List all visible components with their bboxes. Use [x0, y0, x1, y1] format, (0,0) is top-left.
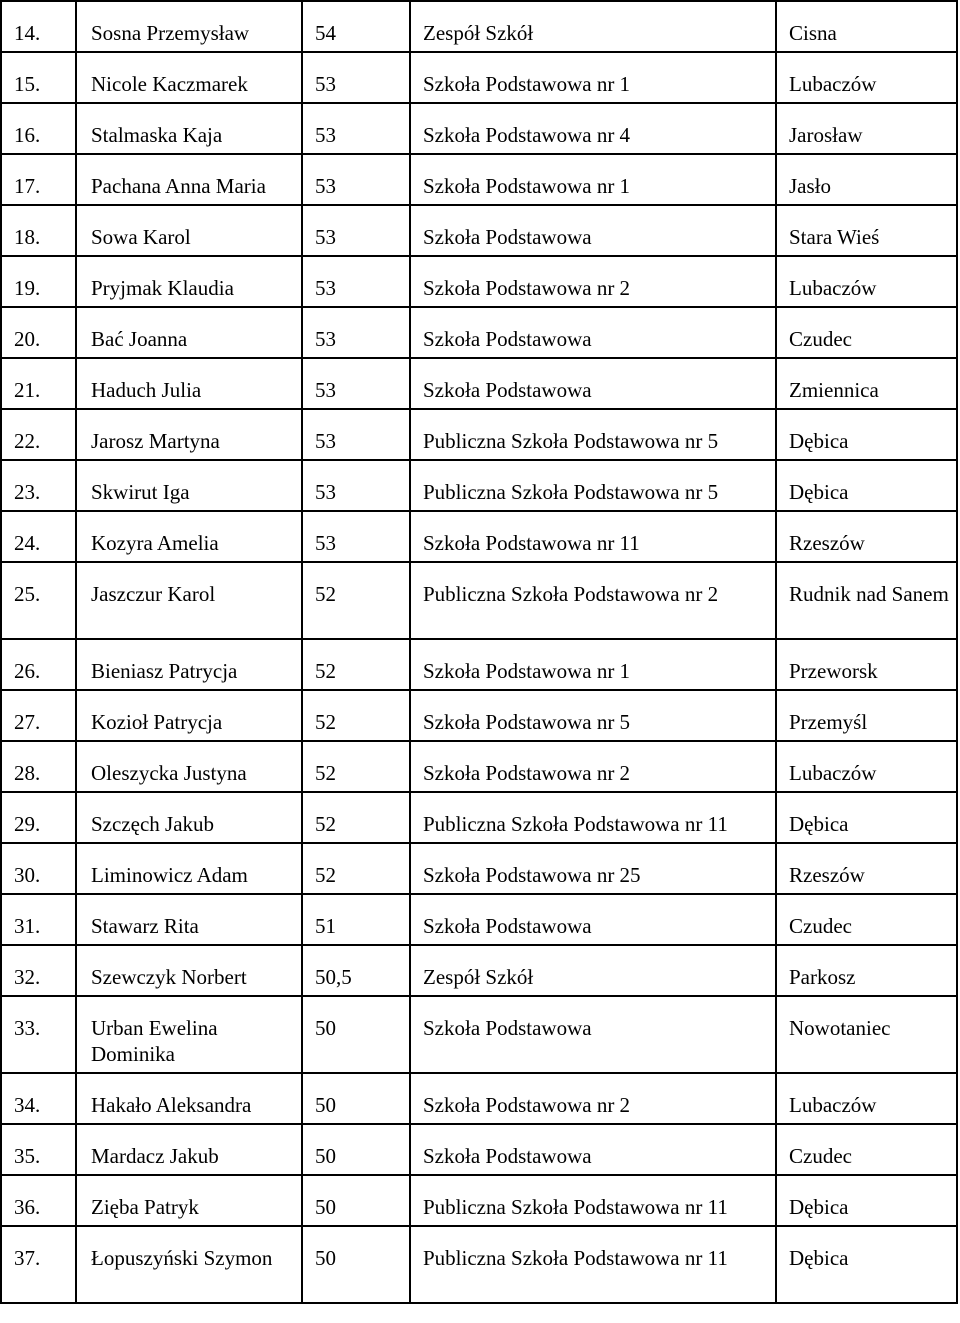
score: 50	[302, 1073, 410, 1124]
row-number: 27.	[1, 690, 76, 741]
table-row	[1, 843, 957, 894]
row-number: 15.	[1, 52, 76, 103]
score: 52	[302, 741, 410, 792]
row-number: 24.	[1, 511, 76, 562]
student-name: Kozyra Amelia	[76, 511, 302, 562]
row-number: 37.	[1, 1226, 76, 1303]
school-name: Publiczna Szkoła Podstawowa nr 11	[410, 1175, 776, 1226]
table-row	[1, 205, 957, 256]
score: 53	[302, 358, 410, 409]
city: Dębica	[776, 409, 957, 460]
score: 53	[302, 511, 410, 562]
student-name: Hakało Aleksandra	[76, 1073, 302, 1124]
school-name: Szkoła Podstawowa nr 1	[410, 154, 776, 205]
table-row	[1, 945, 957, 996]
school-name: Publiczna Szkoła Podstawowa nr 11	[410, 792, 776, 843]
student-name: Skwirut Iga	[76, 460, 302, 511]
school-name: Szkoła Podstawowa nr 4	[410, 103, 776, 154]
score: 52	[302, 690, 410, 741]
row-number: 30.	[1, 843, 76, 894]
table-row	[1, 103, 957, 154]
table-row	[1, 690, 957, 741]
city: Cisna	[776, 1, 957, 52]
city: Lubaczów	[776, 741, 957, 792]
student-name: Oleszycka Justyna	[76, 741, 302, 792]
score: 53	[302, 103, 410, 154]
row-number: 25.	[1, 562, 76, 639]
row-number: 35.	[1, 1124, 76, 1175]
school-name: Szkoła Podstawowa nr 2	[410, 1073, 776, 1124]
score: 50	[302, 1226, 410, 1303]
student-name: Szczęch Jakub	[76, 792, 302, 843]
row-number: 19.	[1, 256, 76, 307]
city: Dębica	[776, 460, 957, 511]
student-name: Pryjmak Klaudia	[76, 256, 302, 307]
city: Przemyśl	[776, 690, 957, 741]
school-name: Publiczna Szkoła Podstawowa nr 5	[410, 409, 776, 460]
score: 50	[302, 1175, 410, 1226]
school-name: Szkoła Podstawowa nr 2	[410, 256, 776, 307]
row-number: 16.	[1, 103, 76, 154]
table-row	[1, 409, 957, 460]
score: 53	[302, 307, 410, 358]
city: Jarosław	[776, 103, 957, 154]
row-number: 22.	[1, 409, 76, 460]
student-name: Zięba Patryk	[76, 1175, 302, 1226]
city: Dębica	[776, 1226, 957, 1303]
school-name: Szkoła Podstawowa	[410, 996, 776, 1073]
school-name: Szkoła Podstawowa	[410, 205, 776, 256]
school-name: Szkoła Podstawowa nr 11	[410, 511, 776, 562]
row-number: 17.	[1, 154, 76, 205]
city: Parkosz	[776, 945, 957, 996]
score: 52	[302, 639, 410, 690]
row-number: 32.	[1, 945, 76, 996]
school-name: Publiczna Szkoła Podstawowa nr 2	[410, 562, 776, 639]
city: Zmiennica	[776, 358, 957, 409]
row-number: 26.	[1, 639, 76, 690]
school-name: Szkoła Podstawowa nr 5	[410, 690, 776, 741]
results-table-body	[1, 1, 957, 1303]
student-name: Jaszczur Karol	[76, 562, 302, 639]
school-name: Szkoła Podstawowa	[410, 358, 776, 409]
score: 52	[302, 562, 410, 639]
school-name: Szkoła Podstawowa	[410, 307, 776, 358]
score: 52	[302, 792, 410, 843]
row-number: 29.	[1, 792, 76, 843]
table-row	[1, 1124, 957, 1175]
row-number: 20.	[1, 307, 76, 358]
school-name: Publiczna Szkoła Podstawowa nr 5	[410, 460, 776, 511]
table-row	[1, 52, 957, 103]
score: 53	[302, 154, 410, 205]
city: Lubaczów	[776, 256, 957, 307]
student-name: Jarosz Martyna	[76, 409, 302, 460]
table-row	[1, 792, 957, 843]
score: 52	[302, 843, 410, 894]
student-name: Sowa Karol	[76, 205, 302, 256]
table-row	[1, 1073, 957, 1124]
table-row	[1, 562, 957, 639]
student-name: Liminowicz Adam	[76, 843, 302, 894]
student-name: Urban Ewelina Dominika	[76, 996, 302, 1073]
city: Rudnik nad Sanem	[776, 562, 957, 639]
city: Przeworsk	[776, 639, 957, 690]
city: Stara Wieś	[776, 205, 957, 256]
table-row	[1, 307, 957, 358]
student-name: Stalmaska Kaja	[76, 103, 302, 154]
row-number: 28.	[1, 741, 76, 792]
city: Jasło	[776, 154, 957, 205]
table-row	[1, 460, 957, 511]
school-name: Szkoła Podstawowa	[410, 894, 776, 945]
table-row	[1, 256, 957, 307]
score: 54	[302, 1, 410, 52]
school-name: Szkoła Podstawowa nr 2	[410, 741, 776, 792]
score: 53	[302, 409, 410, 460]
row-number: 18.	[1, 205, 76, 256]
student-name: Stawarz Rita	[76, 894, 302, 945]
school-name: Zespół Szkół	[410, 1, 776, 52]
table-row	[1, 1226, 957, 1303]
table-row	[1, 1175, 957, 1226]
school-name: Publiczna Szkoła Podstawowa nr 11	[410, 1226, 776, 1303]
school-name: Szkoła Podstawowa nr 1	[410, 639, 776, 690]
table-row	[1, 996, 957, 1073]
row-number: 14.	[1, 1, 76, 52]
table-row	[1, 358, 957, 409]
city: Rzeszów	[776, 511, 957, 562]
student-name: Haduch Julia	[76, 358, 302, 409]
student-name: Bieniasz Patrycja	[76, 639, 302, 690]
row-number: 33.	[1, 996, 76, 1073]
score: 50,5	[302, 945, 410, 996]
row-number: 23.	[1, 460, 76, 511]
city: Czudec	[776, 1124, 957, 1175]
student-name: Łopuszyński Szymon	[76, 1226, 302, 1303]
score: 50	[302, 1124, 410, 1175]
school-name: Szkoła Podstawowa nr 1	[410, 52, 776, 103]
city: Lubaczów	[776, 1073, 957, 1124]
city: Czudec	[776, 307, 957, 358]
table-row	[1, 1, 957, 52]
score: 51	[302, 894, 410, 945]
city: Rzeszów	[776, 843, 957, 894]
student-name: Mardacz Jakub	[76, 1124, 302, 1175]
city: Czudec	[776, 894, 957, 945]
student-name: Pachana Anna Maria	[76, 154, 302, 205]
city: Dębica	[776, 792, 957, 843]
city: Lubaczów	[776, 52, 957, 103]
school-name: Zespół Szkół	[410, 945, 776, 996]
school-name: Szkoła Podstawowa nr 25	[410, 843, 776, 894]
score: 53	[302, 460, 410, 511]
row-number: 34.	[1, 1073, 76, 1124]
table-row	[1, 741, 957, 792]
score: 53	[302, 52, 410, 103]
score: 53	[302, 205, 410, 256]
student-name: Szewczyk Norbert	[76, 945, 302, 996]
row-number: 31.	[1, 894, 76, 945]
row-number: 21.	[1, 358, 76, 409]
student-name: Kozioł Patrycja	[76, 690, 302, 741]
city: Dębica	[776, 1175, 957, 1226]
score: 50	[302, 996, 410, 1073]
city: Nowotaniec	[776, 996, 957, 1073]
table-row	[1, 511, 957, 562]
student-name: Nicole Kaczmarek	[76, 52, 302, 103]
row-number: 36.	[1, 1175, 76, 1226]
student-name: Bać Joanna	[76, 307, 302, 358]
table-row	[1, 894, 957, 945]
student-name: Sosna Przemysław	[76, 1, 302, 52]
table-row	[1, 639, 957, 690]
school-name: Szkoła Podstawowa	[410, 1124, 776, 1175]
score: 53	[302, 256, 410, 307]
table-row	[1, 154, 957, 205]
